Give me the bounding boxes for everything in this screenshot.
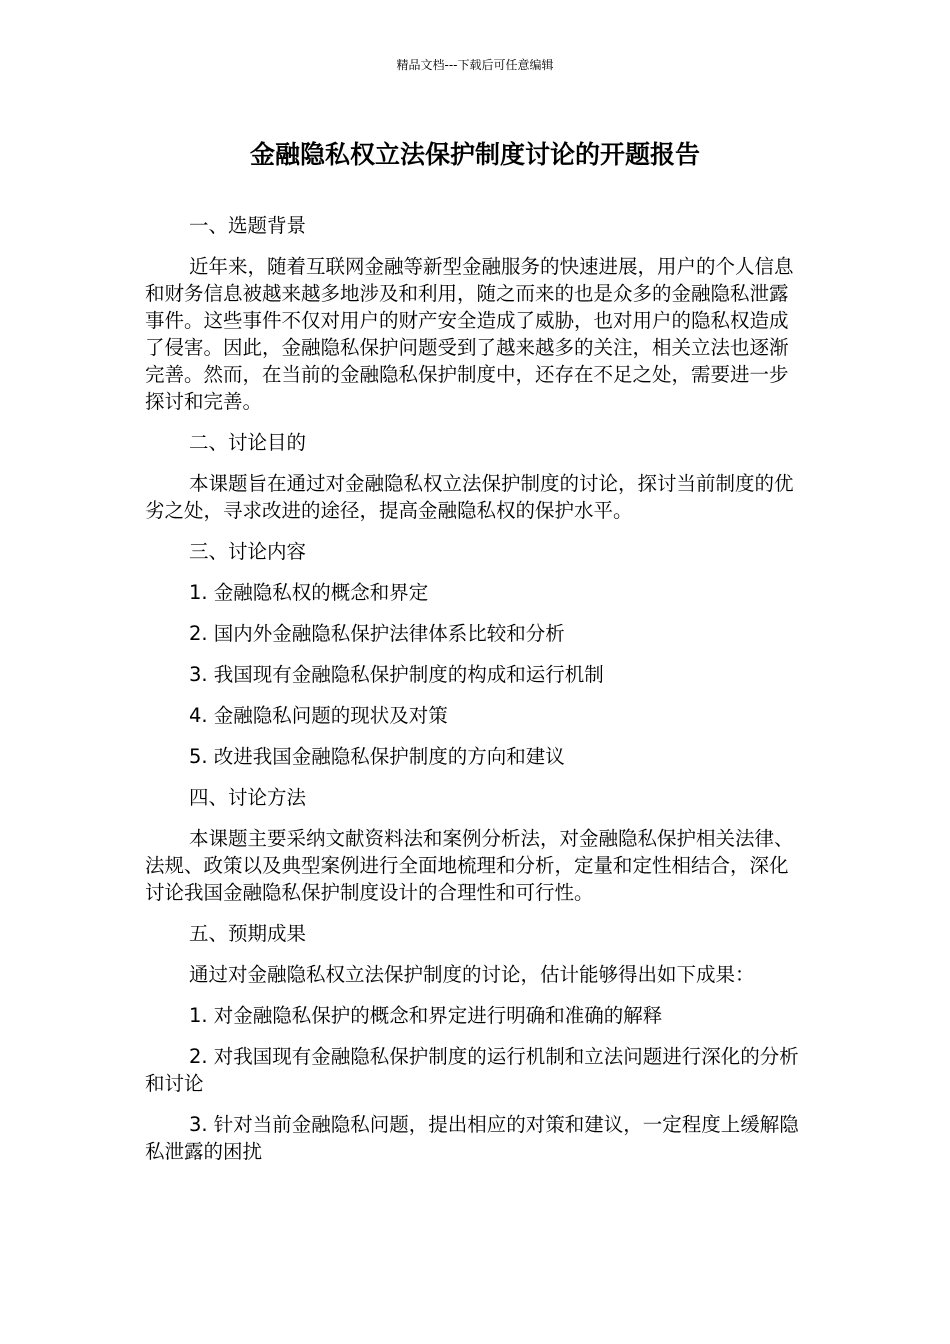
content-list-item: 4. 金融隐私问题的现状及对策 <box>189 704 448 727</box>
paragraph-purpose: 本课题旨在通过对金融隐私权立法保护制度的讨论，探讨当前制度的优劣之处，寻求改进的途径，提高金融隐私权的保护水平。 <box>145 472 794 522</box>
section-heading-purpose: 二、讨论目的 <box>189 431 307 454</box>
outcome-list-item: 1. 对金融隐私保护的概念和界定进行明确和准确的解释 <box>189 1004 663 1027</box>
document-body <box>145 212 805 1179</box>
content-list-item: 5. 改进我国金融隐私保护制度的方向和建议 <box>189 745 565 768</box>
section-heading-outcomes: 五、预期成果 <box>189 922 307 945</box>
document-title: 金融隐私权立法保护制度讨论的开题报告 <box>249 140 700 169</box>
section-heading-content: 三、讨论内容 <box>189 540 307 563</box>
content-list-item: 3. 我国现有金融隐私保护制度的构成和运行机制 <box>189 663 604 686</box>
paragraph-outcomes-intro: 通过对金融隐私权立法保护制度的讨论，估计能够得出如下成果： <box>189 963 755 986</box>
section-heading-background: 一、选题背景 <box>189 214 307 237</box>
paragraph-background: 近年来，随着互联网金融等新型金融服务的快速进展，用户的个人信息和财务信息被越来越多地涉及和利用，随之而来的也是众多的金融隐私泄露事件。这些事件不仅对用户的财产安全造成了威胁，也对用户的隐私权造成了侵害。因此，金融隐私保护问题受到了越来越多的关注，相关立法也逐渐完善。然而，在当前的金融隐私保护制度中，还存在不足之处，需要进一步探讨和完善。 <box>145 255 794 413</box>
section-heading-method: 四、讨论方法 <box>189 786 307 809</box>
content-list-item: 2. 国内外金融隐私保护法律体系比较和分析 <box>189 622 565 645</box>
outcome-list-item: 3. 针对当前金融隐私问题，提出相应的对策和建议，一定程度上缓解隐私泄露的困扰 <box>145 1113 799 1163</box>
outcome-list-item: 2. 对我国现有金融隐私保护制度的运行机制和立法问题进行深化的分析和讨论 <box>145 1045 799 1095</box>
header-note: 精品文档---下载后可任意编辑 <box>396 58 554 72</box>
paragraph-method: 本课题主要采纳文献资料法和案例分析法，对金融隐私保护相关法律、法规、政策以及典型案例进行全面地梳理和分析，定量和定性相结合，深化讨论我国金融隐私保护制度设计的合理性和可行性。 <box>145 827 794 904</box>
content-list-item: 1. 金融隐私权的概念和界定 <box>189 581 429 604</box>
